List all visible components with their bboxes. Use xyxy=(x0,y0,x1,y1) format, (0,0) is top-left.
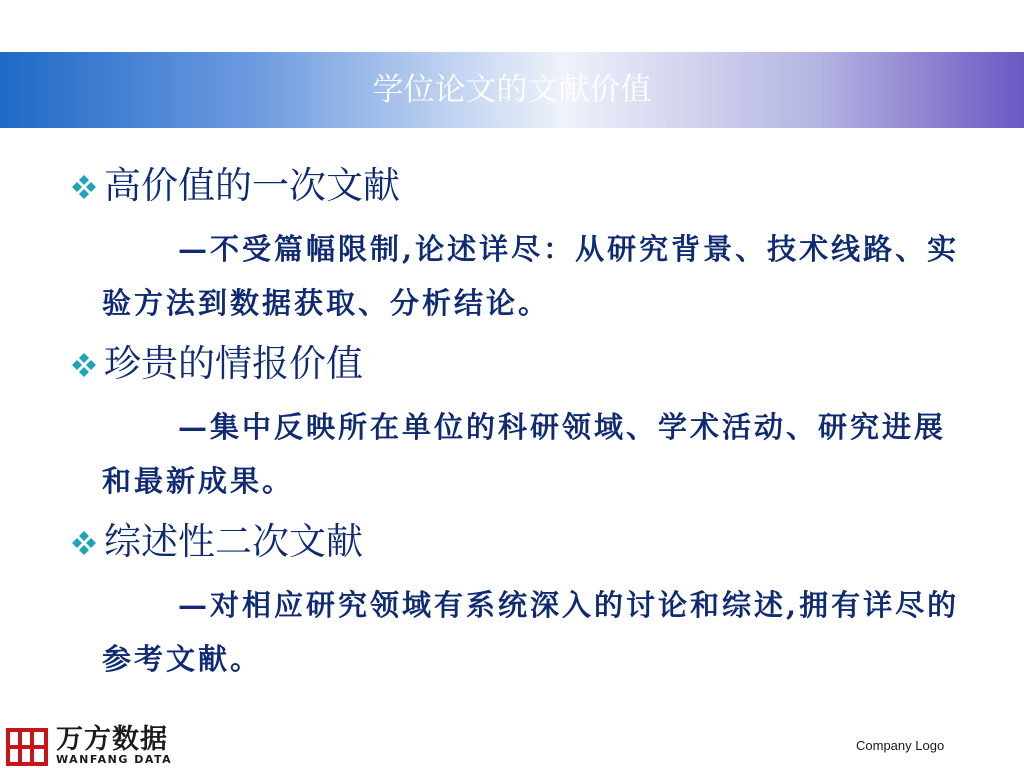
bullet-item-2 xyxy=(66,336,966,392)
bullet-heading: 综述性二次文献 xyxy=(104,520,363,563)
diamond-bullet-icon xyxy=(70,531,98,555)
bullet-item-1 xyxy=(66,158,966,214)
wanfang-logo xyxy=(6,726,196,766)
bullet-heading: 高价值的一次文献 xyxy=(104,164,400,207)
bullet-item-3 xyxy=(66,514,966,570)
bullet-detail: —集中反映所在单位的科研领域、学术活动、研究进展和最新成果。 xyxy=(102,410,947,498)
diamond-bullet-icon xyxy=(70,175,98,199)
bullet-detail: —对相应研究领域有系统深入的讨论和综述,拥有详尽的参考文献。 xyxy=(102,588,960,676)
wanfang-logo-icon xyxy=(6,728,48,766)
diamond-bullet-icon xyxy=(70,353,98,377)
company-logo-text: Company Logo xyxy=(856,738,945,753)
brand-name-cn: 万方数据 xyxy=(56,724,168,755)
bullet-heading: 珍贵的情报价值 xyxy=(104,342,363,385)
bullet-detail: —不受篇幅限制,论述详尽：从研究背景、技术线路、实验方法到数据获取、分析结论。 xyxy=(102,232,960,320)
brand-name-en: WANFANG DATA xyxy=(56,753,173,766)
title-bar xyxy=(0,52,1024,128)
slide-content xyxy=(66,158,966,692)
slide-title: 学位论文的文献价值 xyxy=(372,72,652,108)
